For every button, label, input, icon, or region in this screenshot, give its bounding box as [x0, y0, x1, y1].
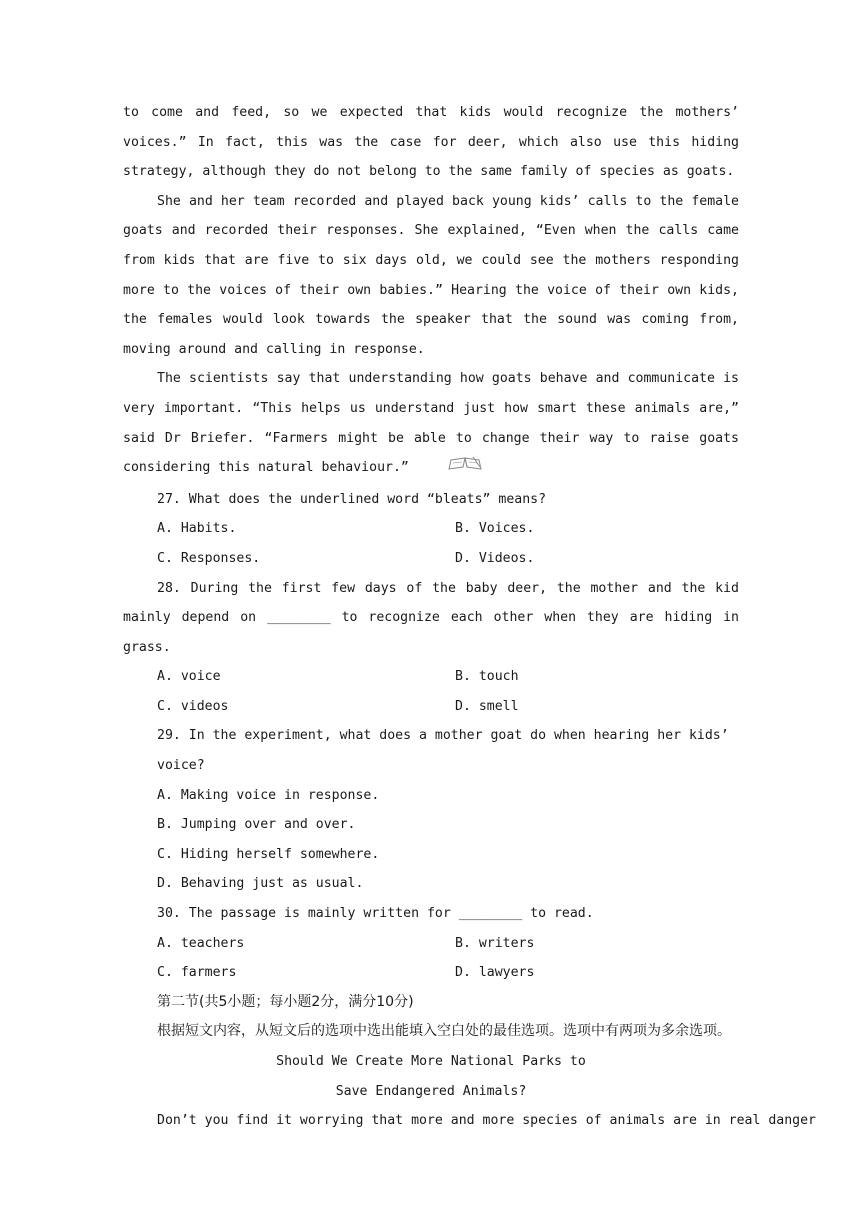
passage-title-line-1: Should We Create More National Parks to — [276, 1054, 586, 1069]
question-29-option-b: B. Jumping over and over. — [157, 817, 356, 833]
question-30-options-row-2 — [123, 958, 739, 988]
question-27-stem: 27. What does the underlined word “bleats” means? — [157, 491, 547, 507]
passage-title-line-2: Save Endangered Animals? — [335, 1083, 527, 1099]
question-27-option-c: C. Responses. — [157, 550, 261, 566]
question-28-options-row-1 — [123, 662, 739, 692]
question-29-option-c: C. Hiding herself somewhere. — [157, 846, 380, 862]
question-27-option-d: D. Videos. — [455, 550, 535, 566]
question-30-option-c: C. farmers — [157, 965, 237, 981]
question-27-option-b: B. Voices. — [455, 521, 535, 537]
question-27-option-a: A. Habits. — [157, 521, 237, 537]
question-30-option-b: B. writers — [455, 935, 535, 951]
document-page — [123, 98, 816, 1136]
question-29-option-d: D. Behaving just as usual. — [157, 876, 364, 892]
question-28-option-b: B. touch — [455, 669, 519, 685]
question-28-option-a: A. voice — [157, 669, 221, 685]
section-2-instruction: 根据短文内容，从短文后的选项中选出能填入空白处的最佳选项。选项中有两项为多余选项。 — [157, 1023, 731, 1040]
question-30-options-row-1 — [123, 929, 739, 959]
question-27-options-row-1 — [123, 514, 739, 544]
question-27-options-row-2 — [123, 544, 739, 574]
passage-first-line: Don’t you find it worrying that more and more species of animals are in real danger — [157, 1113, 816, 1129]
section-2-heading: 第二节(共5小题；每小题2分，满分10分) — [157, 993, 414, 1010]
question-28-option-d: D. smell — [455, 698, 519, 714]
passage-paragraph-continued: to come and feed, so we expected that kids would recognize the mothers’ voices.” In fact, this was the case for deer, which also use this hiding strategy, although they do not belong to the same family of species as goats. — [123, 105, 739, 180]
question-30-option-d: D. lawyers — [455, 965, 535, 981]
passage-paragraph-3 — [123, 364, 739, 484]
question-30-option-a: A. teachers — [157, 935, 245, 951]
passage-paragraph-3-text: The scientists say that understanding how goats behave and communicate is very important. “This helps us understand just how smart these animals are,” said Dr Briefer. “Farmers might be able to change their way to raise goats considering this natural behaviour.” — [123, 371, 739, 476]
question-29-option-a: A. Making voice in response. — [157, 787, 380, 803]
question-28-option-c: C. videos — [157, 698, 229, 714]
passage-paragraph-2: She and her team recorded and played back young kids’ calls to the female goats and recorded their responses. She explained, “Even when the calls came from kids that are five to six days old, we could see the mothers responding more to the voices of their own babies.” Hearing the voice of their own kids, the females would look towards the speaker that the sound was coming from, moving around and calling in response. — [123, 193, 739, 357]
question-28-stem: 28. During the first few days of the baby deer, the mother and the kid mainly depend on ________ to recognize each other when they are hiding in grass. — [123, 580, 739, 655]
question-28-options-row-2 — [123, 692, 739, 722]
question-30-stem: 30. The passage is mainly written for ________ to read. — [157, 906, 594, 922]
question-29-stem: 29. In the experiment, what does a mother goat do when hearing her kids’ voice? — [157, 728, 729, 774]
book-icon — [413, 455, 483, 485]
